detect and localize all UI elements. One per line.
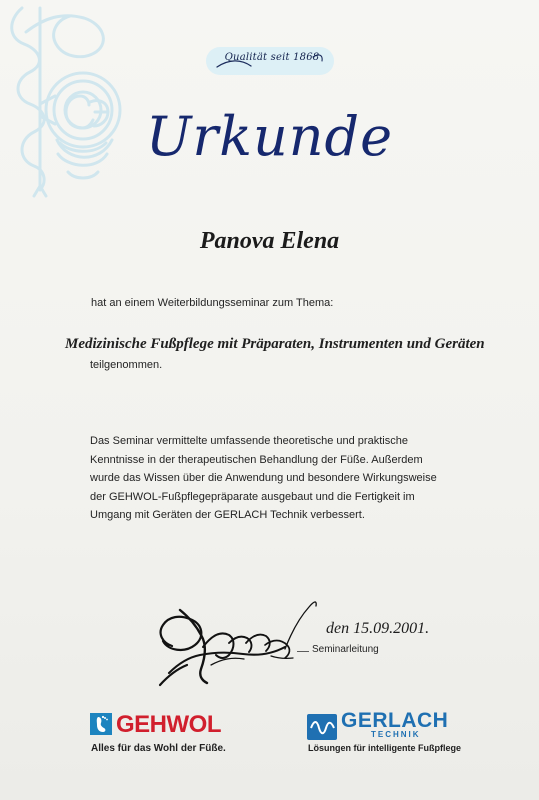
gehwol-logo-text: GEHWOL — [116, 711, 221, 738]
description-line: der GEHWOL-Fußpflegepräparate ausgebaut und die Fertigkeit im — [90, 490, 415, 503]
gerlach-logo-text: GERLACH — [341, 709, 449, 732]
foot-icon — [90, 713, 112, 735]
description-line: Umgang mit Geräten der GERLACH Technik verbessert. — [90, 509, 365, 521]
signature-icon — [145, 585, 325, 690]
since-text: Qualität seit 1868 — [224, 52, 320, 63]
attended-text: teilgenommen. — [90, 359, 163, 371]
certificate-date: den 15.09.2001. — [326, 620, 430, 637]
gehwol-brand — [90, 713, 250, 763]
description-line: Das Seminar vermittelte umfassende theoretische und praktische — [90, 435, 408, 447]
description-line: wurde das Wissen über die Anwendung und besondere Wirkungsweise — [90, 472, 437, 484]
gehwol-tagline: Alles für das Wohl der Füße. — [91, 743, 226, 754]
description-line: Kenntnisse in der therapeutischen Behandlung der Füße. Außerdem — [90, 453, 423, 466]
gerlach-brand — [307, 709, 467, 762]
recipient-name: Panova Elena — [199, 228, 340, 254]
gerlach-subtitle: TECHNIK — [371, 730, 421, 739]
page-title: Urkunde — [145, 105, 394, 168]
signature-role: Seminarleitung — [312, 644, 379, 655]
intro-text: hat an einem Weiterbildungsseminar zum Thema: — [91, 297, 334, 309]
description-paragraph — [90, 432, 460, 525]
signature-line — [297, 651, 309, 652]
gerlach-tagline: Lösungen für intelligente Fußpflege — [308, 743, 461, 753]
wave-icon — [307, 714, 337, 740]
seminar-topic: Medizinische Fußpflege mit Präparaten, Instrumenten und Geräten — [65, 336, 485, 352]
